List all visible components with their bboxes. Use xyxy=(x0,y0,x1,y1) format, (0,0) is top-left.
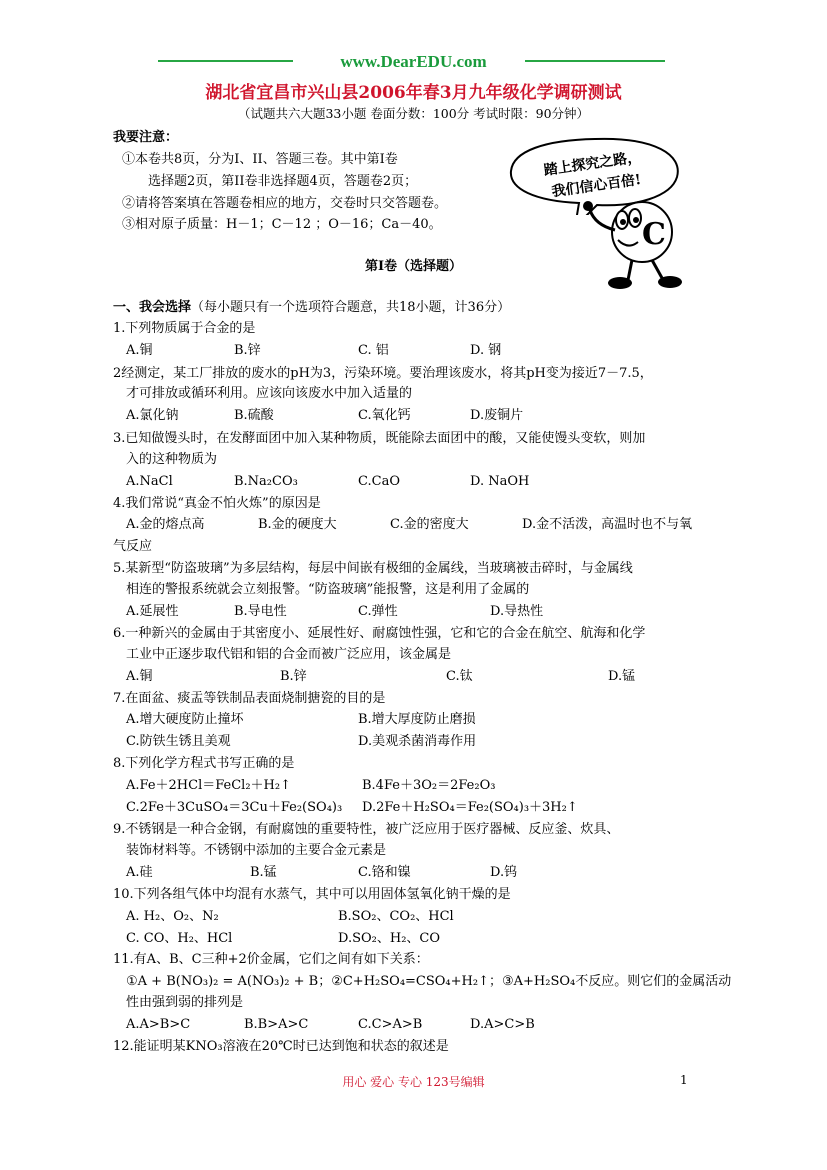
question-10: 10.下列各组气体中均混有水蒸气，其中可以用固体氢氧化钠干燥的是 xyxy=(113,887,511,902)
question-12: 12.能证明某KNO₃溶液在20℃时已达到饱和状态的叙述是 xyxy=(113,1039,449,1054)
option: A.NaCl xyxy=(126,474,173,489)
section-title: 第Ⅰ卷（选择题） xyxy=(364,259,463,274)
notice-line: 选择题2页，第II卷非选择题4页，答题卷2页； xyxy=(148,174,418,189)
question-9-cont: 装饰材料等。不锈钢中添加的主要合金元素是 xyxy=(126,843,387,858)
question-6: 6.一种新兴的金属由于其密度小、延展性好、耐腐蚀性强，它和它的合金在航空、航海和化学 xyxy=(113,626,646,641)
notice-line: ②请将答案填在答题卷相应的地方，交卷时只交答题卷。 xyxy=(122,196,448,211)
option: B.导电性 xyxy=(234,604,287,619)
option: D. 钢 xyxy=(470,343,502,358)
option: D.导热性 xyxy=(490,604,544,619)
question-9: 9.不锈钢是一种合金钢，有耐腐蚀的重要特性，被广泛应用于医疗器械、反应釜、炊具、 xyxy=(113,822,620,837)
option: B.增大厚度防止磨损 xyxy=(358,712,476,727)
option: D.A>C>B xyxy=(470,1017,535,1032)
option: D.金不活泼，高温时也不与氧 xyxy=(522,517,693,532)
option: B.锰 xyxy=(250,865,277,880)
option: C.钛 xyxy=(446,669,473,684)
mascot-letter: C xyxy=(642,217,666,252)
page-title: 湖北省宜昌市兴山县2006年春3月九年级化学调研测试 xyxy=(205,83,622,103)
option: B.Na₂CO₃ xyxy=(234,474,298,489)
exam-info: （试题共六大题33小题 卷面分数：100分 考试时限：90分钟） xyxy=(237,106,590,121)
option: B.锌 xyxy=(234,343,261,358)
option: C.弹性 xyxy=(358,604,398,619)
option: A.金的熔点高 xyxy=(126,517,205,532)
question-7: 7.在面盆、痰盂等铁制品表面烧制搪瓷的目的是 xyxy=(113,691,386,706)
question-5-cont: 相连的警报系统就会立刻报警。“防盗玻璃”能报警，这是利用了金属的 xyxy=(126,582,530,597)
question-11-cont: ①A + B(NO₃)₂ = A(NO₃)₂ + B；②C+H₂SO₄=CSO₄+H₂↑；③A+H₂SO₄不反应。则它们的金属活动 xyxy=(126,974,732,989)
question-5: 5.某新型“防盗玻璃”为多层结构，每层中间嵌有极细的金属线，当玻璃被击碎时，与金属线 xyxy=(113,561,633,576)
option: A.A>B>C xyxy=(126,1017,191,1032)
option: A.铜 xyxy=(126,343,153,358)
option: A.延展性 xyxy=(126,604,179,619)
option: A.增大硬度防止撞坏 xyxy=(126,712,244,727)
option: C.2Fe＋3CuSO₄＝3Cu＋Fe₂(SO₄)₃ xyxy=(126,800,343,815)
question-11: 11.有A、B、C三种+2价金属，它们之间有如下关系： xyxy=(113,952,429,967)
option: C.铬和镍 xyxy=(358,865,411,880)
option: D. NaOH xyxy=(470,474,530,489)
option: A. H₂、O₂、N₂ xyxy=(126,909,219,924)
site-url: www.DearEDU.com xyxy=(340,52,487,71)
question-4: 4.我们常说“真金不怕火炼”的原因是 xyxy=(113,496,321,511)
option: C.C>A>B xyxy=(358,1017,423,1032)
option: D.美观杀菌消毒作用 xyxy=(358,734,477,749)
question-3: 3.已知做馒头时，在发酵面团中加入某种物质，既能除去面团中的酸，又能使馒头变软，则加 xyxy=(113,431,646,446)
option: D.钨 xyxy=(490,865,518,880)
option: B.4Fe＋3O₂＝2Fe₂O₃ xyxy=(362,778,496,793)
option: A.氯化钠 xyxy=(126,408,179,423)
option: D.锰 xyxy=(608,669,636,684)
part1-desc: （每小题只有一个选项符合题意，共18小题，计36分） xyxy=(191,300,511,315)
notice-heading: 我要注意： xyxy=(113,130,179,145)
question-8: 8.下列化学方程式书写正确的是 xyxy=(113,756,295,771)
option: B.金的硬度大 xyxy=(258,517,337,532)
option: C. 铝 xyxy=(358,343,389,358)
option: A.Fe＋2HCl＝FeCl₂＋H₂↑ xyxy=(126,778,291,793)
option: D.2Fe＋H₂SO₄＝Fe₂(SO₄)₃＋3H₂↑ xyxy=(362,800,578,815)
option: B.硫酸 xyxy=(234,408,274,423)
option: C.金的密度大 xyxy=(390,517,469,532)
question-1: 1.下列物质属于合金的是 xyxy=(113,321,256,336)
bubble-text-1: 踏上探究之路， xyxy=(542,149,643,179)
question-2-cont: 才可排放或循环利用。应该向该废水中加入适量的 xyxy=(126,386,413,401)
notice-line: ③相对原子质量：H－1；C－12 ；O－16；Ca－40。 xyxy=(122,217,442,232)
option: B.锌 xyxy=(280,669,307,684)
option: C. CO、H₂、HCl xyxy=(126,931,233,946)
question-4-cont: 气反应 xyxy=(113,539,153,554)
bubble-text-2: 我们信心百倍! xyxy=(550,171,643,201)
option: A.硅 xyxy=(126,865,153,880)
part1-heading: 一、我会选择 xyxy=(113,300,192,315)
question-11-cont: 性由强到弱的排列是 xyxy=(126,995,244,1010)
option: D.SO₂、H₂、CO xyxy=(338,931,441,946)
footer-text: 用心 爱心 专心 123号编辑 xyxy=(342,1075,485,1089)
part1-heading-row xyxy=(113,300,510,316)
question-2: 2经测定，某工厂排放的废水的pH为3，污染环境。要治理该废水，将其pH变为接近7－7.5， xyxy=(113,366,653,381)
option: B.SO₂、CO₂、HCl xyxy=(338,909,454,924)
page-number: 1 xyxy=(680,1073,688,1087)
option: C.氧化钙 xyxy=(358,408,411,423)
notice-line: ①本卷共8页，分为Ⅰ、II、答题三卷。其中第Ⅰ卷 xyxy=(122,152,398,167)
option: D.废铜片 xyxy=(470,408,524,423)
question-6-cont: 工业中正逐步取代铝和铝的合金而被广泛应用，该金属是 xyxy=(126,647,452,662)
question-3-cont: 入的这种物质为 xyxy=(126,452,218,467)
option: C.防铁生锈且美观 xyxy=(126,734,231,749)
option: B.B>A>C xyxy=(244,1017,309,1032)
option: A.铜 xyxy=(126,669,153,684)
option: C.CaO xyxy=(358,474,400,489)
mascot-icon xyxy=(570,170,690,295)
